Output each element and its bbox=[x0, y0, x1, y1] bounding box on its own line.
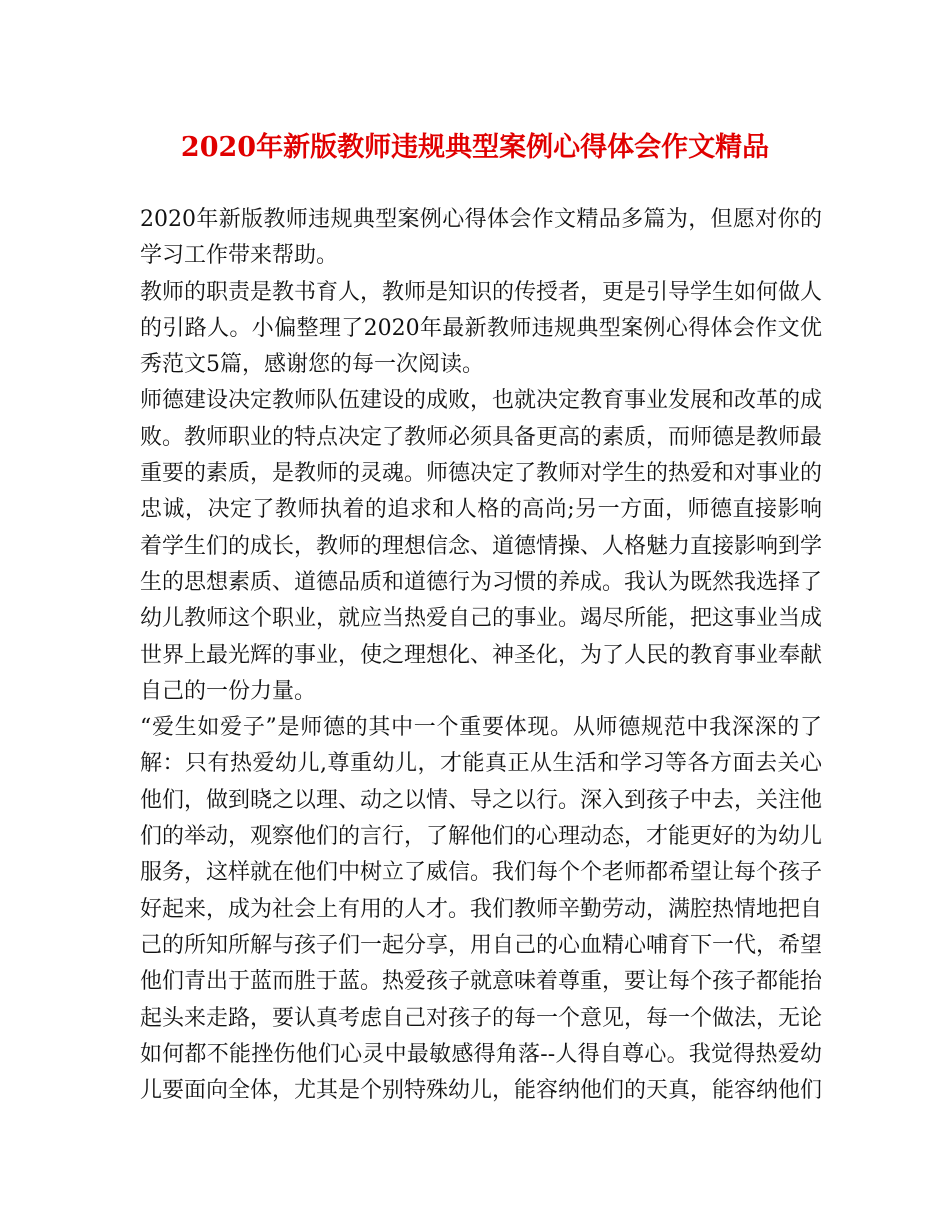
paragraph-love-students: “爱生如爱子”是师德的其中一个重要体现。从师德规范中我深深的了解：只有热爱幼儿,尊重幼儿，才能真正从生活和学习等各方面去关心他们，做到晓之以理、动之以情、导之以行。深入到孩子中去，关注他们的举动，观察他们的言行，了解他们的心理动态，才能更好的为幼儿服务，这样就在他们中树立了威信。我们每个个老师都希望让每个孩子好起来，成为社会上有用的人才。我们教师辛勤劳动，满腔热情地把自己的所知所解与孩子们一起分享，用自己的心血精心哺育下一代，希望他们青出于蓝而胜于蓝。热爱孩子就意味着尊重，要让每个孩子都能抬起头来走路，要认真考虑自己对孩子的每一个意见，每一个做法，无论如何都不能挫伤他们心灵中最敏感得角落--人得自尊心。我觉得热爱幼儿要面向全体，尤其是个别特殊幼儿，能容纳他们的天真，能容纳他们 bbox=[140, 715, 823, 1104]
document-title: 2020年新版教师违规典型案例心得体会作文精品 bbox=[180, 132, 770, 163]
paragraph-teacher-duty: 教师的职责是教书育人，教师是知识的传授者，更是引导学生如何做人的引路人。小偏整理了2020年最新教师违规典型案例心得体会作文优秀范文5篇，感谢您的每一次阅读。 bbox=[140, 279, 823, 378]
paragraph-intro: 2020年新版教师违规典型案例心得体会作文精品多篇为，但愿对你的学习工作带来帮助。 bbox=[140, 207, 822, 269]
paragraph-ethics-building: 师德建设决定教师队伍建设的成败，也就决定教育事业发展和改革的成败。教师职业的特点决定了教师必须具备更高的素质，而师德是教师最重要的素质，是教师的灵魂。师德决定了教师对学生的热爱和对事业的忠诚，决定了教师执着的追求和人格的高尚;另一方面，师德直接影响着学生们的成长，教师的理想信念、道德情操、人格魅力直接影响到学生的思想素质、道德品质和道德行为习惯的养成。我认为既然我选择了幼儿教师这个职业，就应当热爱自己的事业。竭尽所能，把这事业当成世界上最光辉的事业，使之理想化、神圣化，为了人民的教育事业奉献自己的一份力量。 bbox=[140, 388, 823, 704]
document-body bbox=[140, 202, 822, 1109]
